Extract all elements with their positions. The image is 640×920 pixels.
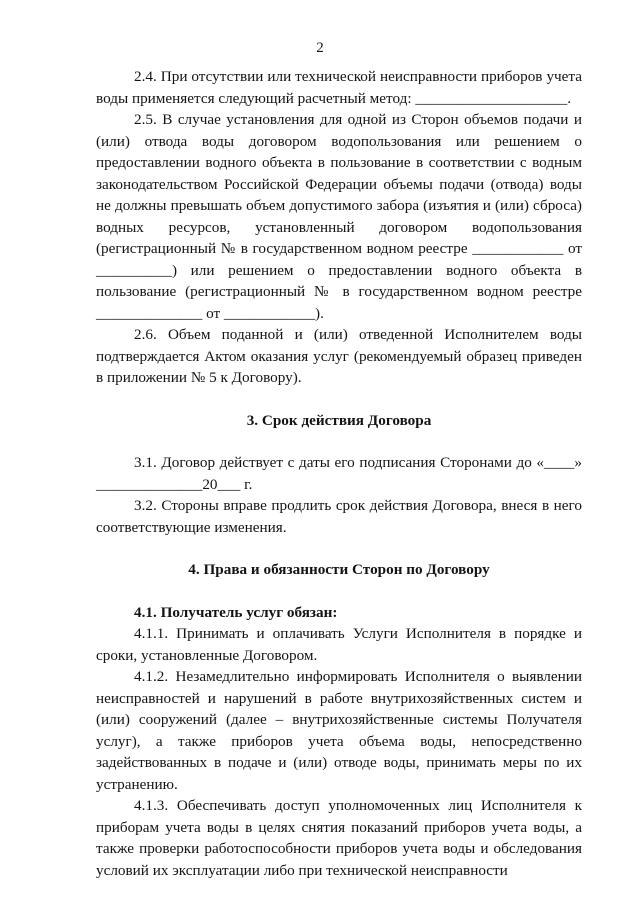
clause-4-1-heading: 4.1. Получатель услуг обязан: [134,603,338,621]
clause-3-1: 3.1. Договор действует с даты его подписания Сторонами до «____» ______________20___ г. [96,454,582,493]
section-spacer [96,389,582,410]
section-spacer [96,431,582,452]
section-4-heading: 4. Права и обязанности Сторон по Договору [188,561,490,578]
clause-4-1-1: 4.1.1. Принимать и оплачивать Услуги Исполнителя в порядке и сроки, установленные Договором. [96,625,582,664]
section-3-heading: 3. Срок действия Договора [246,411,432,429]
clause-4-1-3: 4.1.3. Обеспечивать доступ уполномоченных лиц Исполнителя к приборам учета воды в целях снятия показаний приборов учета воды, а также проверки работоспособности приборов учета воды и обследования условий их эксплуатации либо при технической неисправности [96,797,582,879]
clause-2-4: 2.4. При отсутствии или технической неисправности приборов учета воды применяется следующий расчетный метод: ____________________. [96,68,582,107]
clause-2-5: 2.5. В случае установления для одной из Сторон объемов подачи и (или) отвода воды договором водопользования или решением о предоставлении водного объекта в пользование в соответствии с водным законодательством Российской Федерации объемы подачи (отвода) воды не должны превышать объем допустимого забора (изъятия и (или) сброса) водных ресурсов, установленный договором водопользования (регистрационный № в государственном водном реестре ____________ от __________) или решением о предоставлении водного объекта в пользование (регистрационный № в государственном водном реестре ______________ от ____________). [96,111,582,322]
clause-2-6: 2.6. Объем поданной и (или) отведенной Исполнителем воды подтверждается Актом оказания услуг (рекомендуемый образец приведен в приложении № 5 к Договору). [96,326,582,386]
section-spacer [96,581,582,602]
clause-3-2: 3.2. Стороны вправе продлить срок действия Договора, внеся в него соответствующие изменения. [96,497,582,536]
page-number: 2 [316,40,324,56]
section-spacer [96,538,582,559]
clause-4-1-2: 4.1.2. Незамедлительно информировать Исполнителя о выявлении неисправностей и нарушений в работе внутрихозяйственных систем и (или) сооружений (далее – внутрихозяйственные системы Получателя услуг), а также приборов учета объема воды, непосредственно задействованных в подаче и (или) отводе воды, принимать меры по их устранению. [96,668,582,793]
document-body [96,66,582,881]
